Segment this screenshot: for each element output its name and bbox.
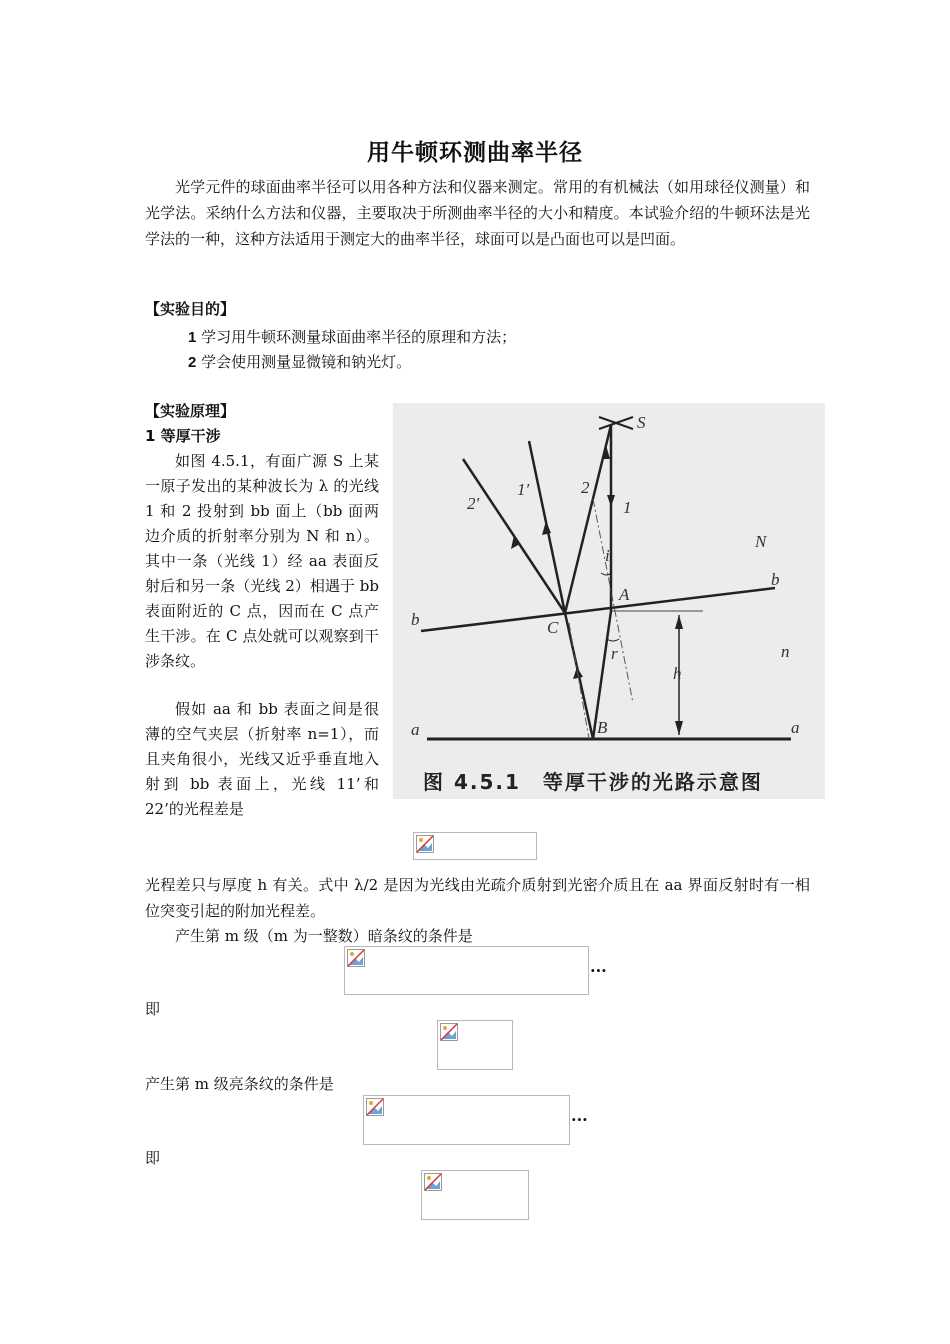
intro-paragraph: 光学元件的球面曲率半径可以用各种方法和仪器来测定。常用的有机械法（如用球径仪测量）和光学法。采纳什么方法和仪器，主要取决于所测曲率半径的大小和精度。本试验介绍的牛顿环法是光学法的一种，这种方法适用于测定大的曲率半径，球面可以是凸面也可以是凹面。 bbox=[145, 178, 810, 248]
dark-fringe-condition: 产生第 m 级（m 为一整数）暗条纹的条件是 bbox=[175, 927, 473, 945]
thickness-arrow-head bbox=[675, 615, 683, 629]
label-h: h bbox=[673, 664, 682, 683]
ray-1-arrow bbox=[607, 495, 615, 507]
broken-image-icon bbox=[416, 835, 434, 853]
label-a-right: a bbox=[791, 718, 800, 737]
label-A: A bbox=[619, 585, 630, 604]
purpose-item-number: 1 bbox=[188, 329, 197, 346]
optical-path-diagram bbox=[393, 403, 825, 799]
angle-r-arc bbox=[607, 639, 619, 641]
broken-image-icon bbox=[440, 1023, 458, 1041]
formula-image-path-difference bbox=[413, 832, 537, 860]
formula-image-dark-result bbox=[437, 1020, 513, 1070]
ellipsis: ... bbox=[590, 957, 607, 976]
thickness-arrow-head bbox=[675, 721, 683, 735]
label-b-right: b bbox=[771, 570, 780, 589]
principle-paragraph-1: 如图 4.5.1，有面广源 S 上某一原子发出的某种波长为 λ 的光线 1 和 2 投射到 bb 面上（bb 面两边介质的折射率分别为 N 和 n）。其中一条（光线 1）经 aa 表面反射后和另一条（光线 2）相遇于 bb 表面附近的 C 点，因而在 C 点产生干涉。在 C 点处就可以观察到干涉条纹。 bbox=[145, 452, 379, 670]
principle-paragraph-3: 光程差只与厚度 h 有关。式中 λ/2 是因为光线由光疏介质射到光密介质且在 aa 界面反射时有一相位突变引起的附加光程差。 bbox=[145, 876, 810, 920]
ji-label-1: 即 bbox=[145, 1000, 161, 1018]
purpose-item-2 bbox=[188, 351, 411, 372]
label-N: N bbox=[755, 532, 767, 551]
label-n: n bbox=[781, 642, 790, 661]
principle-paragraph-2: 假如 aa 和 bb 表面之间是很薄的空气夹层（折射率 n=1），而且夹角很小，光线又近乎垂直地入射到 bb 表面上，光线 11’和 22’的光程差是 bbox=[145, 700, 379, 818]
label-ray-2-prime: 2′ bbox=[467, 494, 480, 513]
purpose-heading: 【实验目的】 bbox=[145, 300, 236, 318]
label-ray-1-prime: 1′ bbox=[517, 480, 530, 499]
label-ray-2: 2 bbox=[581, 478, 590, 497]
label-S: S bbox=[637, 413, 646, 432]
purpose-item-1 bbox=[188, 326, 516, 347]
figure-4-5-1 bbox=[393, 403, 825, 799]
label-B: B bbox=[597, 718, 608, 737]
bright-fringe-condition: 产生第 m 级亮条纹的条件是 bbox=[145, 1075, 334, 1093]
purpose-item-number: 2 bbox=[188, 354, 197, 371]
label-C: C bbox=[547, 618, 559, 637]
ji-label-2: 即 bbox=[145, 1149, 161, 1167]
label-r: r bbox=[611, 644, 618, 663]
page-title: 用牛顿环测曲率半径 bbox=[367, 140, 583, 166]
broken-image-icon bbox=[424, 1173, 442, 1191]
ellipsis: ... bbox=[571, 1106, 588, 1125]
label-b-left: b bbox=[411, 610, 420, 629]
principle-subheading: 1 等厚干涉 bbox=[145, 427, 221, 445]
formula-image-bright-result bbox=[421, 1170, 529, 1220]
principle-heading: 【实验原理】 bbox=[145, 402, 236, 420]
broken-image-icon bbox=[366, 1098, 384, 1116]
surface-bb bbox=[421, 588, 775, 631]
broken-image-icon bbox=[347, 949, 365, 967]
label-ray-1: 1 bbox=[623, 498, 632, 517]
ray-1-prime-arrow bbox=[542, 521, 551, 535]
formula-image-bright-condition bbox=[363, 1095, 570, 1145]
angle-i-arc bbox=[601, 573, 611, 575]
formula-image-dark-condition bbox=[344, 946, 589, 995]
purpose-item-text: 学会使用测量显微镜和钠光灯。 bbox=[201, 353, 412, 371]
label-a-left: a bbox=[411, 720, 420, 739]
figure-caption: 图 4.5.1 等厚干涉的光路示意图 bbox=[423, 770, 763, 794]
purpose-item-text: 学习用牛顿环测量球面曲率半径的原理和方法； bbox=[201, 328, 517, 346]
label-i: i bbox=[605, 546, 610, 565]
